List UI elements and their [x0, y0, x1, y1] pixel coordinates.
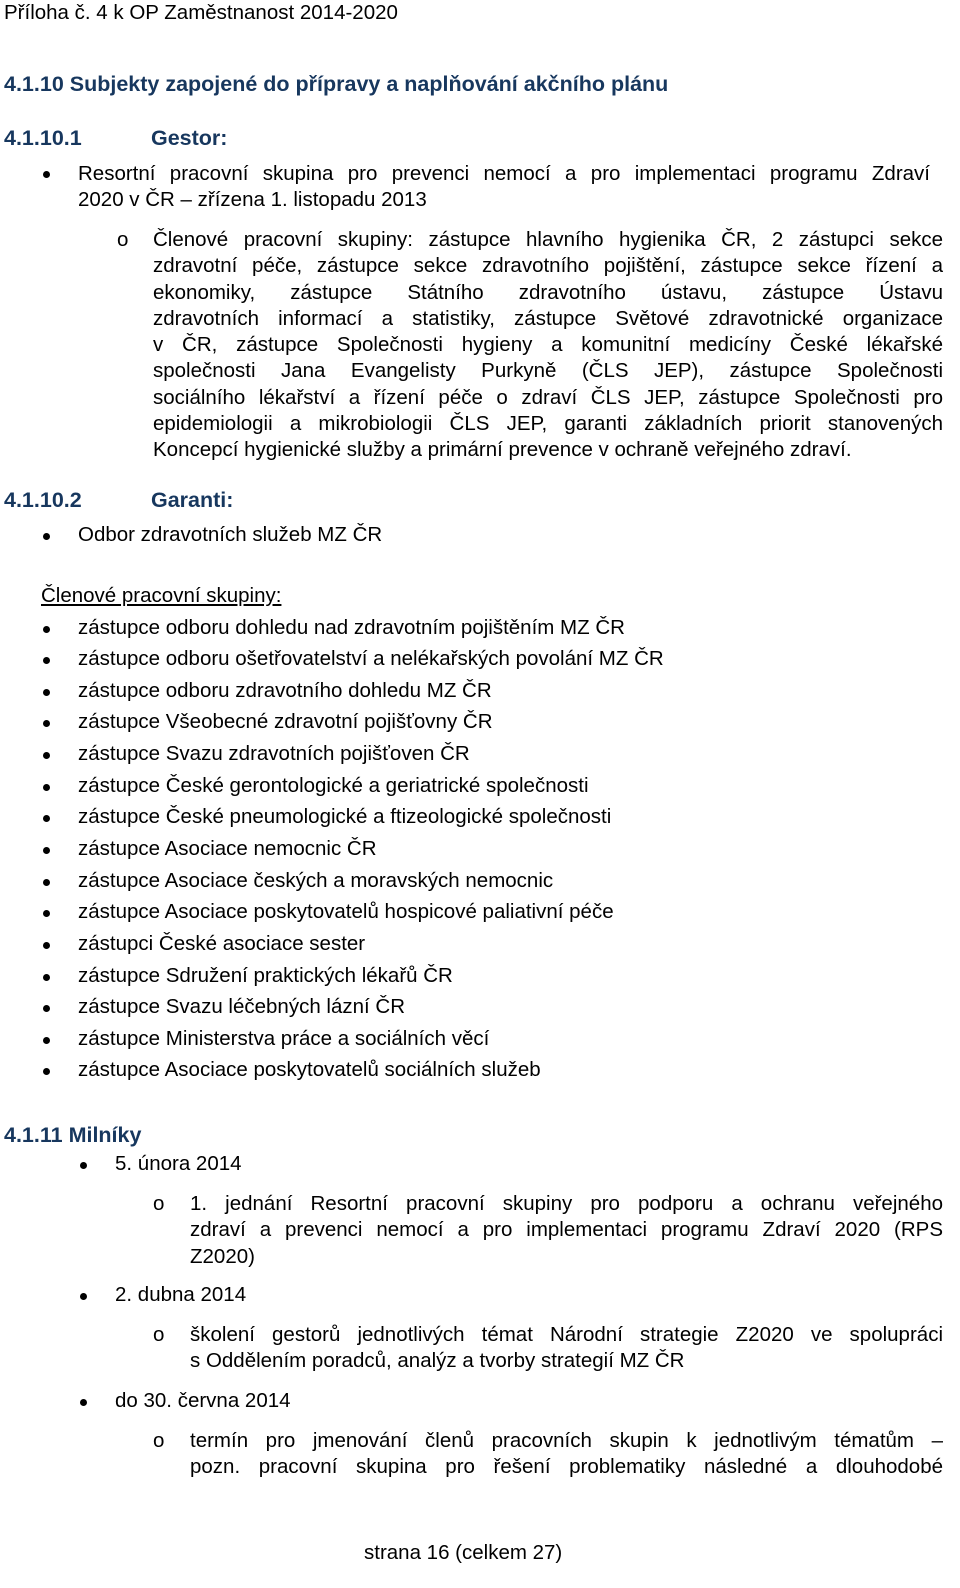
paragraph-line: v ČR, zástupce Společnosti hygieny a komunitní medicíny České lékařské	[153, 333, 943, 357]
bullet-icon	[43, 879, 50, 886]
page-header: Příloha č. 4 k OP Zaměstnanost 2014-2020	[4, 1, 398, 24]
list-item: zástupce odboru dohledu nad zdravotním pojištěním MZ ČR	[78, 616, 625, 639]
paragraph-line: s Oddělením poradců, analýz a tvorby strategií MZ ČR	[190, 1349, 685, 1373]
milestone-date: do 30. června 2014	[115, 1389, 291, 1412]
page-footer: strana 16 (celkem 27)	[364, 1541, 563, 1564]
sub-bullet-icon: o	[153, 1429, 165, 1452]
paragraph-line: zdravotních informací a statistiky, zástupce Světové zdravotnické organizace	[153, 306, 943, 330]
bullet-icon	[43, 784, 50, 791]
bullet-icon	[80, 1293, 87, 1300]
bullet-icon	[80, 1162, 87, 1169]
paragraph-line: zdravotní péče, zástupce sekce zdravotního pojištění, zástupce sekce řízení a	[153, 254, 943, 278]
gestor-item-line: 2020 v ČR – zřízena 1. listopadu 2013	[78, 188, 427, 212]
bullet-icon	[43, 942, 50, 949]
paragraph-line: Členové pracovní skupiny: zástupce hlavního hygienika ČR, 2 zástupci sekce	[153, 228, 943, 251]
members-heading: Členové pracovní skupiny:	[41, 584, 282, 607]
bullet-icon	[43, 847, 50, 854]
bullet-icon	[43, 1005, 50, 1012]
milestone-date: 2. dubna 2014	[115, 1283, 247, 1306]
sub-bullet-icon: o	[153, 1192, 165, 1215]
paragraph-line: ekonomiky, zástupce Státního zdravotního ústavu, zástupce Ústavu	[153, 280, 943, 304]
list-item: zástupce Asociace českých a moravských nemocnic	[78, 869, 554, 892]
paragraph-line: zdraví a prevenci nemocí a pro implementaci programu Zdraví 2020 (RPS	[190, 1218, 943, 1242]
section-title-4-1-11: 4.1.11 Milníky	[4, 1123, 142, 1147]
gestor-item	[78, 161, 930, 214]
milestone-description	[190, 1322, 943, 1375]
bullet-icon	[43, 533, 50, 540]
list-item: zástupce Svazu zdravotních pojišťoven ČR	[78, 742, 470, 765]
garanti-item: Odbor zdravotních služeb MZ ČR	[78, 523, 383, 546]
bullet-icon	[43, 657, 50, 664]
bullet-icon	[80, 1399, 87, 1406]
garanti-number: 4.1.10.2	[4, 488, 82, 512]
bullet-icon	[43, 974, 50, 981]
list-item: zástupci České asociace sester	[78, 932, 366, 955]
list-item: zástupce odboru zdravotního dohledu MZ ČR	[78, 679, 492, 702]
bullet-icon	[43, 1068, 50, 1075]
bullet-icon	[43, 689, 50, 696]
bullet-icon	[43, 720, 50, 727]
milestone-description	[190, 1191, 943, 1270]
paragraph-line: společnosti Jana Evangelisty Purkyně (ČLS JEP), zástupce Společnosti	[153, 359, 943, 383]
list-item: zástupce České pneumologické a ftizeologické společnosti	[78, 805, 612, 828]
bullet-icon	[43, 815, 50, 822]
list-item: zástupce odboru ošetřovatelství a nelékařských povolání MZ ČR	[78, 647, 664, 670]
list-item: zástupce Asociace poskytovatelů sociálních služeb	[78, 1058, 541, 1081]
gestor-item-line: Resortní pracovní skupina pro prevenci nemocí a pro implementaci programu Zdraví	[78, 162, 930, 185]
paragraph-line: školení gestorů jednotlivých témat Národní strategie Z2020 ve spolupráci	[190, 1323, 943, 1346]
paragraph-line: epidemiologii a mikrobiologii ČLS JEP, garanti základních priorit stanovených	[153, 412, 943, 436]
sub-bullet-icon: o	[117, 228, 129, 251]
garanti-label: Garanti:	[151, 488, 234, 512]
bullet-icon	[43, 910, 50, 917]
paragraph-line: Z2020)	[190, 1244, 255, 1268]
bullet-icon	[43, 626, 50, 633]
section-title-4-1-10: 4.1.10 Subjekty zapojené do přípravy a naplňování akčního plánu	[4, 72, 669, 96]
list-item: zástupce České gerontologické a geriatrické společnosti	[78, 774, 589, 797]
paragraph-line: 1. jednání Resortní pracovní skupiny pro podporu a ochranu veřejného	[190, 1192, 943, 1215]
list-item: zástupce Všeobecné zdravotní pojišťovny ČR	[78, 710, 493, 733]
paragraph-line: Koncepcí hygienické služby a primární prevence v ochraně veřejného zdraví.	[153, 438, 852, 462]
gestor-label: Gestor:	[151, 126, 228, 150]
list-item: zástupce Svazu léčebných lázní ČR	[78, 995, 406, 1018]
list-item: zástupce Ministerstva práce a sociálních věcí	[78, 1027, 490, 1050]
list-item: zástupce Sdružení praktických lékařů ČR	[78, 964, 453, 987]
list-item: zástupce Asociace nemocnic ČR	[78, 837, 377, 860]
gestor-number: 4.1.10.1	[4, 126, 82, 150]
paragraph-line: termín pro jmenování členů pracovních skupin k jednotlivým tématům –	[190, 1429, 943, 1452]
paragraph-line: pozn. pracovní skupina pro řešení problematiky následné a dlouhodobé	[190, 1455, 943, 1479]
gestor-members-paragraph	[153, 227, 943, 464]
bullet-icon	[43, 1037, 50, 1044]
list-item: zástupce Asociace poskytovatelů hospicové paliativní péče	[78, 900, 614, 923]
bullet-icon	[43, 752, 50, 759]
milestone-date: 5. února 2014	[115, 1152, 242, 1175]
milestone-description	[190, 1428, 943, 1481]
bullet-icon	[43, 171, 50, 178]
sub-bullet-icon: o	[153, 1323, 165, 1346]
paragraph-line: sociálního lékařství a řízení péče o zdraví ČLS JEP, zástupce Společnosti pro	[153, 385, 943, 409]
